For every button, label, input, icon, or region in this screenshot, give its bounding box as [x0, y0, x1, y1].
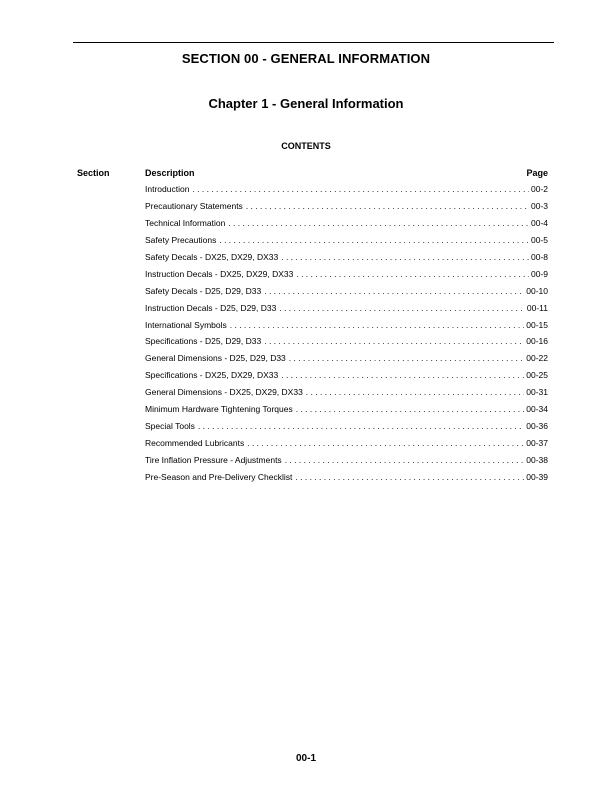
- toc-entry-description: Technical Information: [145, 217, 226, 228]
- toc-entry[interactable]: [145, 303, 548, 320]
- toc-dot-leader: [246, 201, 529, 212]
- toc-dot-leader: [285, 455, 525, 466]
- column-header-description: Description: [145, 168, 195, 178]
- toc-entry-page: 00-22: [526, 353, 548, 364]
- toc-entry[interactable]: [145, 421, 548, 438]
- toc-entry[interactable]: [145, 286, 548, 303]
- toc-entry-description: Minimum Hardware Tightening Torques: [145, 404, 293, 415]
- toc-entry-description: Specifications - DX25, DX29, DX33: [145, 370, 279, 381]
- toc-dot-leader: [219, 235, 529, 246]
- toc-entry-page: 00-4: [530, 217, 548, 228]
- toc-entry-page: 00-5: [530, 234, 548, 245]
- toc-entry-page: 00-34: [526, 404, 548, 415]
- toc-entry[interactable]: [145, 438, 548, 455]
- table-of-contents: [145, 184, 548, 489]
- toc-entry[interactable]: [145, 201, 548, 218]
- toc-entry[interactable]: [145, 184, 548, 201]
- toc-dot-leader: [228, 218, 529, 229]
- toc-dot-leader: [281, 370, 524, 381]
- toc-entry-description: International Symbols: [145, 319, 227, 330]
- toc-entry[interactable]: [145, 455, 548, 472]
- toc-entry-description: General Dimensions - D25, D29, D33: [145, 353, 286, 364]
- toc-entry-description: Special Tools: [145, 421, 195, 432]
- toc-dot-leader: [281, 252, 529, 263]
- toc-entry[interactable]: [145, 404, 548, 421]
- toc-dot-leader: [296, 269, 529, 280]
- toc-entry-description: Instruction Decals - D25, D29, D33: [145, 302, 277, 313]
- toc-entry-page: 00-15: [526, 319, 548, 330]
- toc-entry-page: 00-31: [526, 387, 548, 398]
- toc-entry-description: Safety Decals - D25, D29, D33: [145, 285, 262, 296]
- toc-entry-description: Safety Precautions: [145, 234, 217, 245]
- contents-heading: CONTENTS: [281, 141, 331, 151]
- toc-entry[interactable]: [145, 472, 548, 489]
- toc-entry-page: 00-16: [526, 336, 548, 347]
- toc-entry-description: Instruction Decals - DX25, DX29, DX33: [145, 268, 294, 279]
- toc-dot-leader: [289, 353, 524, 364]
- toc-dot-leader: [198, 421, 524, 432]
- toc-entry-description: Precautionary Statements: [145, 200, 243, 211]
- toc-entry-page: 00-3: [530, 200, 548, 211]
- toc-entry[interactable]: [145, 269, 548, 286]
- toc-entry[interactable]: [145, 387, 548, 404]
- toc-entry-description: Introduction: [145, 184, 190, 194]
- toc-entry-page: 00-38: [526, 455, 548, 465]
- toc-entry-description: Safety Decals - DX25, DX29, DX33: [145, 251, 279, 262]
- toc-entry-description: Specifications - D25, D29, D33: [145, 336, 262, 347]
- toc-entry[interactable]: [145, 218, 548, 235]
- header-rule: [73, 42, 554, 43]
- toc-dot-leader: [230, 320, 525, 331]
- toc-entry[interactable]: [145, 235, 548, 252]
- column-header-page: Page: [526, 168, 548, 178]
- toc-dot-leader: [264, 336, 524, 347]
- toc-entry-page: 00-39: [526, 471, 548, 482]
- toc-entry-description: General Dimensions - DX25, DX29, DX33: [145, 387, 303, 398]
- toc-entry-page: 00-25: [526, 370, 548, 381]
- toc-entry-description: Pre-Season and Pre-Delivery Checklist: [145, 471, 293, 482]
- column-header-section: Section: [77, 168, 110, 178]
- section-title: SECTION 00 - GENERAL INFORMATION: [181, 51, 431, 66]
- toc-entry[interactable]: [145, 252, 548, 269]
- toc-entry-page: 00-36: [526, 421, 548, 432]
- toc-entry-description: Tire Inflation Pressure - Adjustments: [145, 455, 282, 465]
- toc-dot-leader: [306, 387, 524, 398]
- toc-entry-page: 00-2: [530, 184, 548, 194]
- toc-dot-leader: [192, 184, 529, 195]
- toc-entry[interactable]: [145, 370, 548, 387]
- toc-entry-page: 00-9: [530, 268, 548, 279]
- page-number: 00-1: [295, 753, 316, 764]
- toc-entry[interactable]: [145, 336, 548, 353]
- toc-dot-leader: [264, 286, 524, 297]
- toc-entry-page: 00-11: [526, 302, 548, 313]
- toc-entry[interactable]: [145, 320, 548, 337]
- toc-entry-page: 00-8: [530, 251, 548, 262]
- chapter-title: Chapter 1 - General Information: [208, 96, 404, 111]
- toc-entry[interactable]: [145, 353, 548, 370]
- toc-dot-leader: [279, 303, 525, 314]
- toc-dot-leader: [296, 404, 525, 415]
- toc-entry-page: 00-10: [526, 285, 548, 296]
- toc-dot-leader: [295, 472, 524, 483]
- toc-entry-description: Recommended Lubricants: [145, 438, 245, 449]
- toc-dot-leader: [247, 438, 524, 449]
- toc-entry-page: 00-37: [526, 438, 548, 449]
